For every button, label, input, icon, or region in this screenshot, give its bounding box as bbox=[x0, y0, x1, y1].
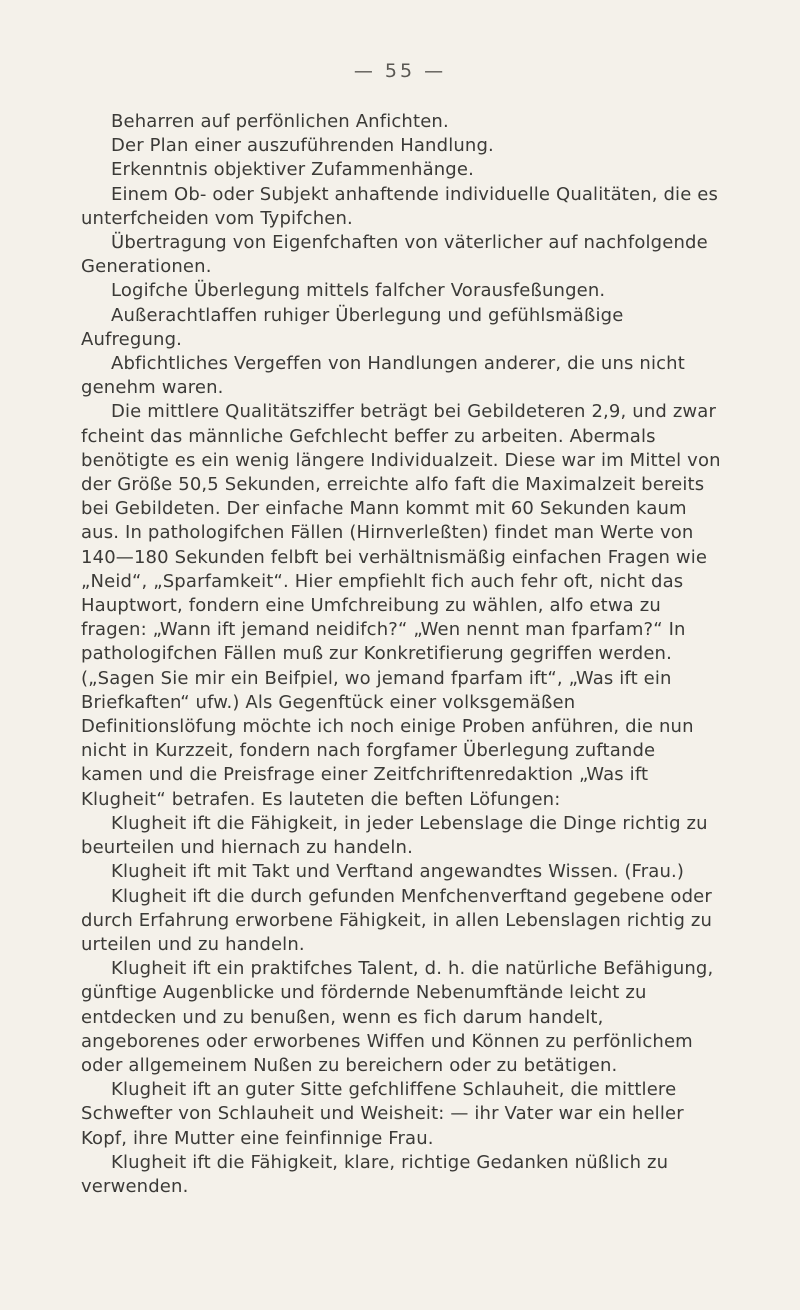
paragraph-1: Beharren auf perfönlichen Anfichten. bbox=[111, 111, 449, 132]
paragraph-10: Klugheit ift die Fähigkeit, in jeder Lebenslage die Dinge richtig zu beurteilen und hiernach zu handeln. bbox=[81, 812, 708, 859]
paragraph-3: Erkenntnis objektiver Zufammenhänge. bbox=[111, 159, 474, 181]
paragraph-8: Abfichtliches Vergeffen von Handlungen anderer, die uns nicht genehm waren. bbox=[81, 353, 685, 399]
paragraph-11: Klugheit ift mit Takt und Verftand angewandtes Wissen. (Frau.) bbox=[111, 861, 685, 883]
paragraph-13: Klugheit ift ein praktifches Talent, d. h. die natürliche Befähigung, günftige Augenblicke und fördernde Nebenumftände leicht zu entdecken und zu benußen, wenn es fich darum handelt, angeborenes oder erworbenes Wiffen und Können zu perfönlichem oder allgemeinem Nußen zu bereichern oder zu betätigen. bbox=[81, 958, 714, 1076]
paragraph-15: Klugheit ift die Fähigkeit, klare, richtige Gedanken nüßlich zu verwenden. bbox=[81, 1151, 669, 1197]
paragraph-7: Außerachtlaffen ruhiger Überlegung und gefühlsmäßige Aufregung. bbox=[81, 304, 624, 350]
paragraph-4: Einem Ob- oder Subjekt anhaftende individuelle Qualitäten, die es unterfcheiden vom Typifchen. bbox=[81, 183, 719, 229]
paragraph-2: Der Plan einer auszuführenden Handlung. bbox=[111, 135, 494, 157]
paragraph-5: Übertragung von Eigenfchaften von väterlicher auf nachfolgende Generationen. bbox=[81, 232, 708, 278]
body-text bbox=[81, 110, 721, 1199]
paragraph-14: Klugheit ift an guter Sitte gefchliffene Schlauheit, die mittlere Schwefter von Schlauheit und Weisheit: — ihr Vater war ein heller Kopf, ihre Mutter eine feinfinnige Frau. bbox=[81, 1079, 684, 1149]
paragraph-12: Klugheit ift die durch gefunden Menfchenverftand gegebene oder durch Erfahrung erworbene Fähigkeit, in allen Lebenslagen richtig zu urteilen und zu handeln. bbox=[81, 885, 713, 955]
paragraph-6: Logifche Überlegung mittels falfcher Vorausfeßungen. bbox=[111, 280, 606, 302]
paragraph-9: Die mittlere Qualitätsziffer beträgt bei Gebildeteren 2,9, und zwar fcheint das männliche Gefchlecht beffer zu arbeiten. Abermals benötigte es ein wenig längere Individualzeit. Diese war im Mittel von der Größe 50,5 Sekunden, erreichte alfo faft die Maximalzeit bereits bei Gebildeten. Der einfache Mann kommt mit 60 Sekunden kaum aus. In pathologifchen Fällen (Hirnverleßten) findet man Werte von 140—180 Sekunden felbft bei verhältnismäßig einfachen Fragen wie „Neid“, „Sparfamkeit“. Hier empfiehlt fich auch fehr oft, nicht das Hauptwort, fondern eine Umfchreibung zu wählen, alfo etwa zu fragen: „Wann ift jemand neidifch?“ „Wen nennt man fparfam?“ In pathologifchen Fällen muß zur Konkretifierung gegriffen werden. („Sagen Sie mir ein Beifpiel, wo jemand fparfam ift“, „Was ift ein Briefkaften“ ufw.) Als Gegenftück einer volksgemäßen Definitionslöfung möchte ich noch einige Proben anführen, die nun nicht in Kurzzeit, fondern nach forgfamer Überlegung zuftande kamen und die Preisfrage einer Zeitfchriftenredaktion „Was ift Klugheit“ betrafen. Es lauteten die beften Löfungen: bbox=[81, 401, 721, 810]
page-number: — 55 — bbox=[353, 60, 447, 82]
